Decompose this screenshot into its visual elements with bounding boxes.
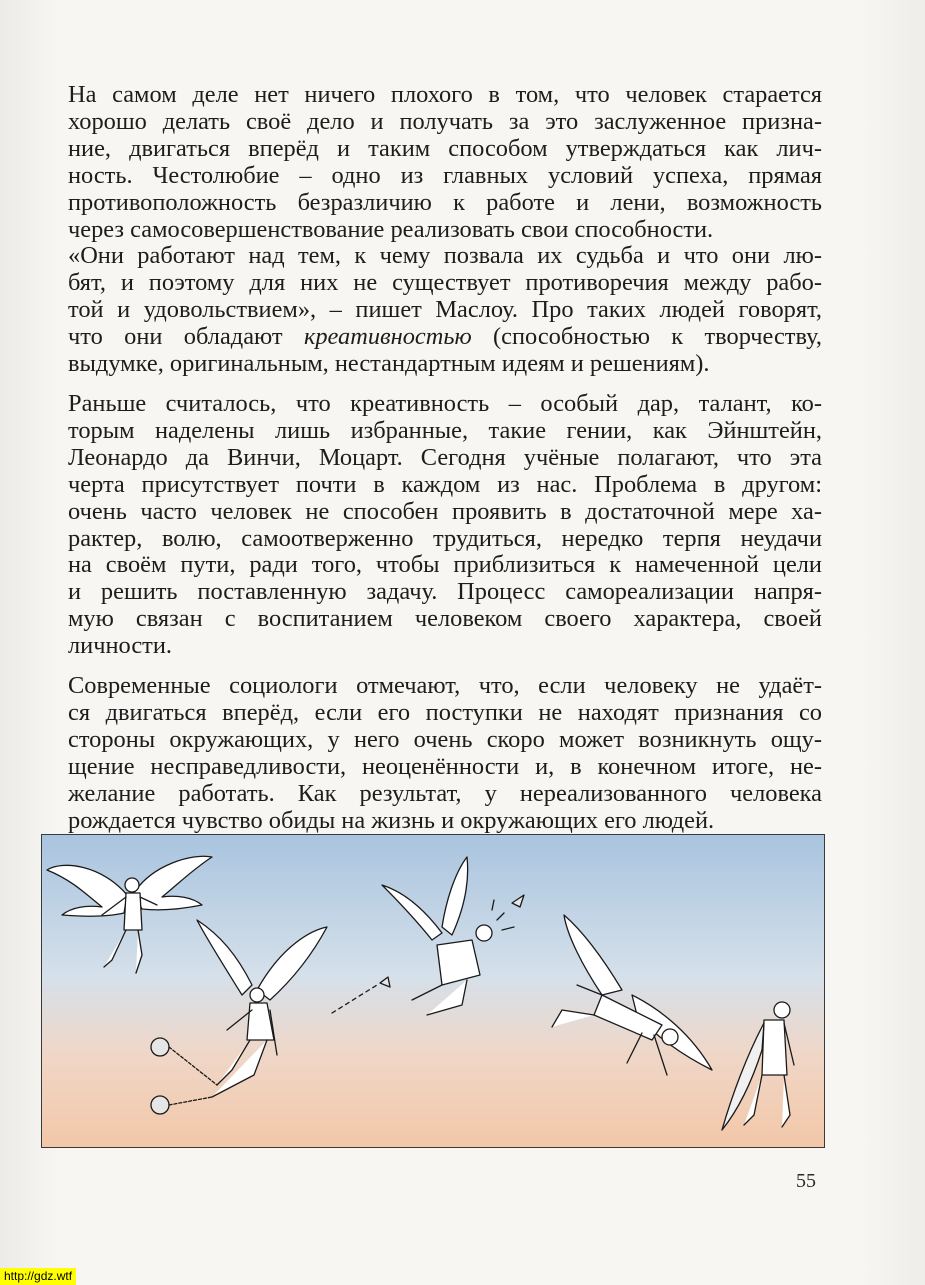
text-line: На самом деле нет ничего плохого в том, что человек старается	[68, 81, 822, 108]
paragraph-2	[68, 243, 822, 378]
body-text	[68, 82, 822, 834]
falling-man-figure	[552, 915, 712, 1075]
text-fragment: (способностью к творчеству,	[471, 323, 822, 351]
text-line: Раньше считалось, что креативность – особый дар, талант, ко-	[68, 389, 822, 417]
text-line: черта присутствует почти в каждом из нас. Проблема в другом:	[68, 470, 822, 498]
text-line: выдумке, оригинальным, нестандартным идеям и решениям).	[68, 350, 710, 378]
text-line: ние, двигаться вперёд и таким способом утверждаться как лич-	[68, 134, 822, 162]
text-line: стороны окружающих, у него очень скоро может возникнуть ощу-	[68, 725, 822, 753]
text-line: той и удовольствием», – пишет Маслоу. Про таких людей говорят,	[68, 296, 822, 324]
text-line: хорошо делать своё дело и получать за это заслуженное призна-	[68, 107, 822, 135]
text-line: противоположность безразличию к работе и лени, возможность	[68, 188, 822, 216]
text-line	[68, 324, 822, 351]
text-line: рактер, волю, самоотверженно трудиться, нередко терпя неудачи	[68, 524, 822, 552]
text-line: ность. Честолюбие – одно из главных условий успеха, прямая	[68, 161, 822, 189]
text-line: на своём пути, ради того, чтобы приблизиться к намеченной цели	[68, 551, 822, 579]
text-line: Современные социологи отмечают, что, если человеку не удаёт-	[68, 672, 822, 700]
paragraph-4	[68, 673, 822, 834]
text-line: и решить поставленную задачу. Процесс самореализации напря-	[68, 578, 822, 606]
text-line: мую связан с воспитанием человеком своего характера, своей	[68, 605, 822, 633]
text-line: щение несправедливости, неоценённости и, в конечном итоге, не-	[68, 752, 822, 780]
flying-man-figure	[47, 856, 212, 973]
text-line: через самосовершенствование реализовать свои способности.	[68, 215, 714, 243]
text-line: личности.	[68, 632, 172, 660]
text-line: ся двигаться вперёд, если его поступки не находят признания со	[68, 698, 822, 726]
text-line: очень часто человек не способен проявить в достаточной мере ха-	[68, 497, 822, 525]
walking-man-figure	[722, 1002, 794, 1130]
text-line: Леонардо да Винчи, Моцарт. Сегодня учёные полагают, что эта	[68, 443, 822, 471]
text-line: бят, и поэтому для них не существует противоречия между рабо-	[68, 269, 822, 297]
chained-man-figure	[151, 920, 327, 1114]
hit-man-figure	[332, 857, 524, 1015]
text-fragment: что они обладают	[68, 323, 304, 351]
emphasized-term: креативностью	[303, 323, 472, 351]
text-line: торым наделены лишь избранные, такие гении, как Эйнштейн,	[68, 416, 822, 444]
page-number: 55	[796, 1170, 816, 1192]
paragraph-3	[68, 391, 822, 660]
source-watermark[interactable]: http://gdz.wtf	[0, 1268, 76, 1285]
illustration-drawing	[42, 835, 824, 1147]
winged-man-illustration	[41, 834, 825, 1148]
text-line: «Они работают над тем, к чему позвала их судьба и что они лю-	[68, 242, 822, 270]
paragraph-1	[68, 82, 822, 243]
text-line: рождается чувство обиды на жизнь и окружающих его людей.	[68, 806, 715, 834]
text-line: желание работать. Как результат, у нереализованного человека	[68, 779, 822, 807]
